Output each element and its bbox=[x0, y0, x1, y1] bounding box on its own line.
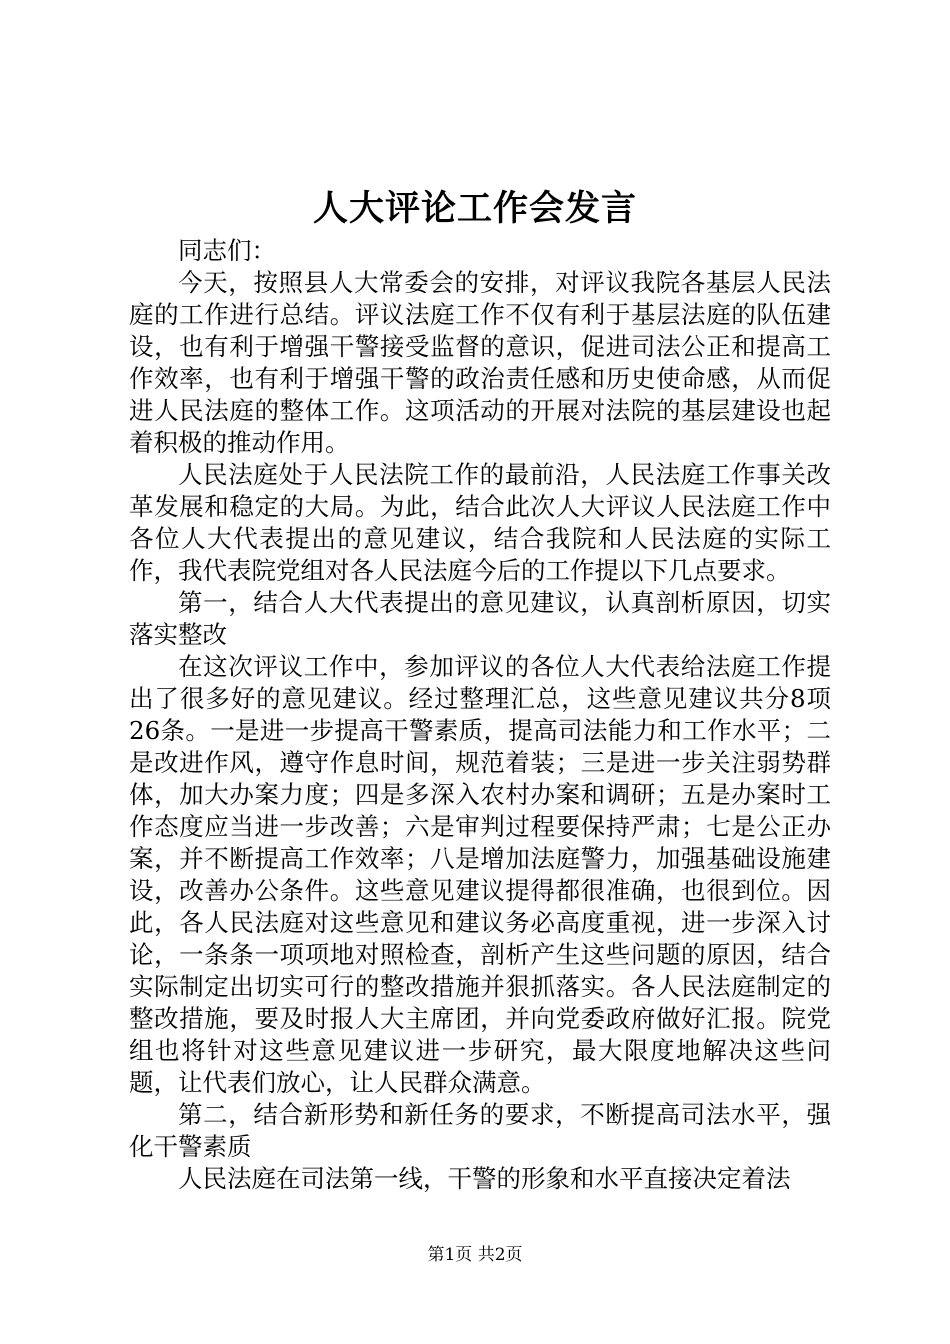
salutation-paragraph: 同志们： bbox=[178, 236, 276, 265]
page-footer: 第1页 共2页 bbox=[427, 1245, 523, 1265]
section-heading: 第二，结合新形势和新任务的要求，不断提高司法水平，强化干警素质 bbox=[129, 1100, 831, 1161]
document-title: 人大评论工作会发言 bbox=[312, 188, 637, 229]
body-paragraph: 在这次评议工作中，参加评议的各位人大代表给法庭工作提出了很多好的意见建议。经过整理汇总，这些意见建议共分8项26条。一是进一步提高干警素质，提高司法能力和工作水平；二是改进作风，遵守作息时间，规范着装；三是进一步关注弱势群体，加大办案力度；四是多深入农村办案和调研；五是办案时工作态度应当进一步改善；六是审判过程要保持严肃；七是公正办案，并不断提高工作效率；八是增加法庭警力，加强基础设施建设，改善办公条件。这些意见建议提得都很准确，也很到位。因此，各人民法庭对这些意见和建议务必高度重视，进一步深入讨论，一条条一项项地对照检查，剖析产生这些问题的原因，结合实际制定出切实可行的整改措施并狠抓落实。各人民法庭制定的整改措施，要及时报人大主席团，并向党委政府做好汇报。院党组也将针对这些意见建议进一步研究，最大限度地解决这些问题，让代表们放心，让人民群众满意。 bbox=[129, 652, 831, 1097]
document-body bbox=[129, 235, 831, 1195]
body-paragraph: 今天，按照县人大常委会的安排，对评议我院各基层人民法庭的工作进行总结。评议法庭工作不仅有利于基层法庭的队伍建设，也有利于增强干警接受监督的意识，促进司法公正和提高工作效率，也有利于增强干警的政治责任感和历史使命感，从而促进人民法庭的整体工作。这项活动的开展对法院的基层建设也起着积极的推动作用。 bbox=[129, 268, 831, 457]
body-paragraph: 人民法庭处于人民法院工作的最前沿，人民法庭工作事关改革发展和稳定的大局。为此，结合此次人大评议人民法庭工作中各位人大代表提出的意见建议，结合我院和人民法庭的实际工作，我代表院党组对各人民法庭今后的工作提以下几点要求。 bbox=[129, 460, 831, 585]
body-paragraph: 人民法庭在司法第一线，干警的形象和水平直接决定着法 bbox=[178, 1164, 791, 1193]
section-heading: 第一，结合人大代表提出的意见建议，认真剖析原因，切实落实整改 bbox=[129, 588, 831, 649]
